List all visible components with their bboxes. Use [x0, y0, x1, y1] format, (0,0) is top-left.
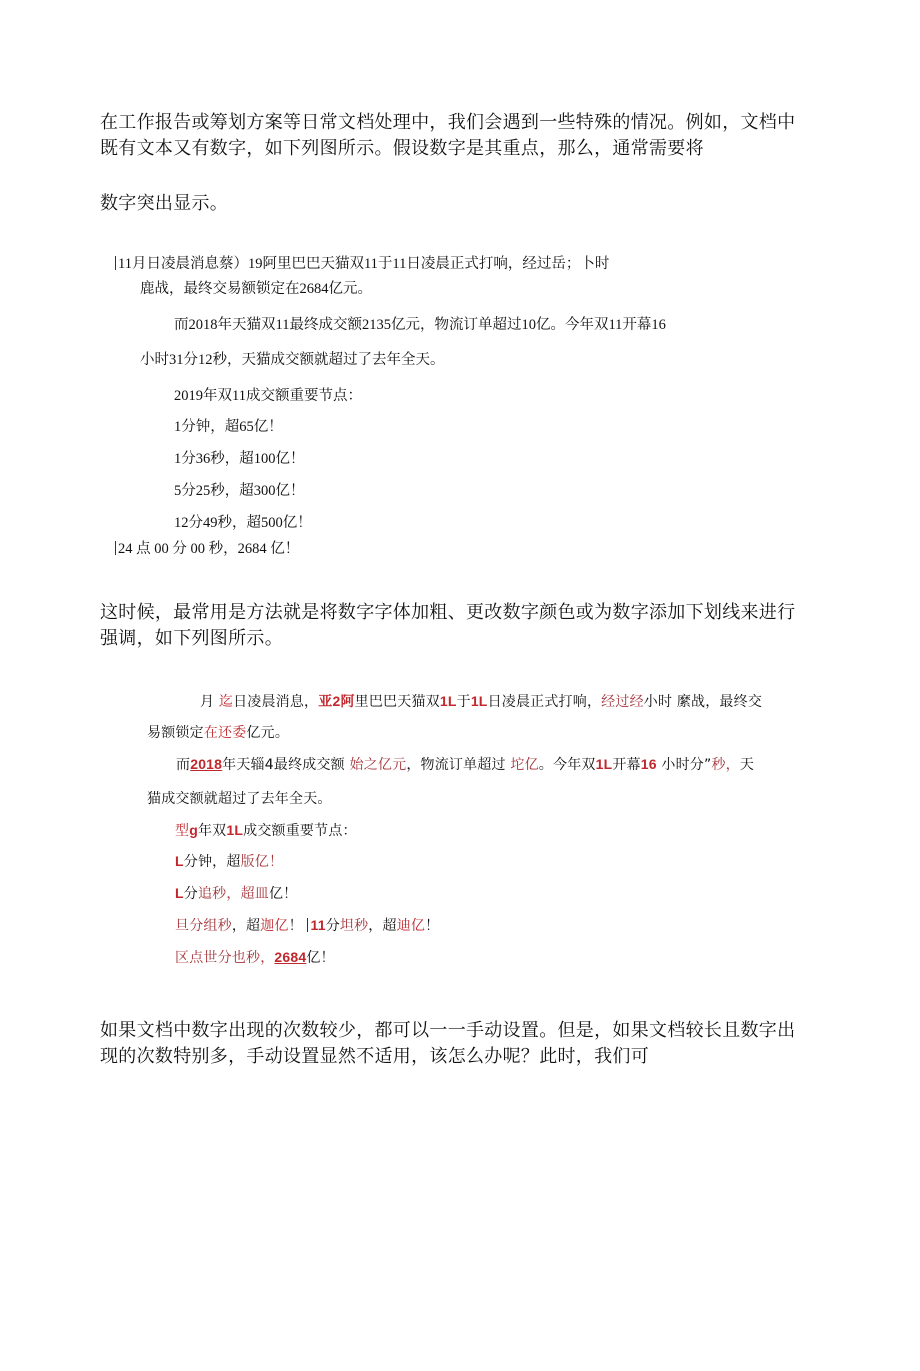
plain-line-7: 1分36秒，超100亿！ [174, 451, 305, 467]
plain-line-6: 1分钟，超65亿！ [174, 419, 283, 435]
plain-line-10: 24 点 00 分 00 秒，2684 亿！ [115, 537, 299, 558]
cursor-bar [115, 256, 116, 270]
middle-line-1: 这时候，最常用是方法就是将数字字体加粗、更改数字颜色或为数字添加下划线来进行 [100, 602, 796, 623]
plain-line-8: 5分25秒，超300亿！ [174, 483, 305, 499]
cursor-bar [307, 918, 308, 932]
plain-line-3: 而2018年天猫双11最终成交额2135亿元，物流订单超过10亿。今年双11开幕16 [174, 317, 666, 333]
intro-line-2: 既有文本又有数字，如下列图所示。假设数字是其重点，那么，通常需要将 [100, 138, 704, 159]
plain-line-9: 12分49秒，超500亿！ [174, 515, 312, 531]
styled-line-6: L分钟，超版亿！ [175, 853, 284, 870]
plain-line-1: 11月日凌晨消息蔡）19阿里巴巴天猫双11于11日凌晨正式打响，经过岳；卜时 [115, 252, 609, 273]
intro-line-3: 数字突出显示。 [100, 193, 229, 214]
styled-line-1: 月 迄日凌晨消息，亚2阿里巴巴天猫双1L于1L日凌晨正式打响，经过经小时 縻战，最终交 [200, 693, 763, 710]
intro-paragraph [100, 110, 830, 162]
styled-line-8: 旦分组秒，超迦亿！ 11分坦秒，超迪亿！ [175, 917, 440, 934]
styled-line-7: L分追秒，超皿亿！ [175, 885, 298, 902]
plain-line-2: 鹿战，最终交易额锁定在2684亿元。 [140, 281, 372, 297]
styled-line-2: 易额锁定在还委亿元。 [147, 725, 290, 741]
plain-line-4: 小时31分12秒，天猫成交额就超过了去年全天。 [140, 352, 445, 368]
styled-line-5: 型g年双1L成交额重要节点： [175, 822, 357, 839]
intro-line-1: 在工作报告或筹划方案等日常文档处理中，我们会遇到一些特殊的情况。例如，文档中 [100, 112, 796, 133]
styled-line-9: 区点世分也秒，2684亿！ [175, 949, 335, 966]
styled-line-4: 猫成交额就超过了去年全天。 [147, 791, 332, 807]
plain-line-5: 2019年双11成交额重要节点： [174, 388, 362, 404]
outro-line-1: 如果文档中数字出现的次数较少，都可以一一手动设置。但是，如果文档较长且数字出 [100, 1020, 796, 1041]
middle-line-2: 强调，如下列图所示。 [100, 628, 283, 649]
styled-line-3: 而2018年天辎4最终成交额 始之亿元，物流订单超过 坨亿。今年双1L开幕16 小时分”秒，天 [176, 756, 755, 773]
outro-paragraph [100, 1018, 830, 1070]
outro-line-2: 现的次数特别多，手动设置显然不适用，该怎么办呢？此时，我们可 [100, 1046, 649, 1067]
cursor-bar [115, 541, 116, 555]
middle-paragraph [100, 600, 830, 652]
